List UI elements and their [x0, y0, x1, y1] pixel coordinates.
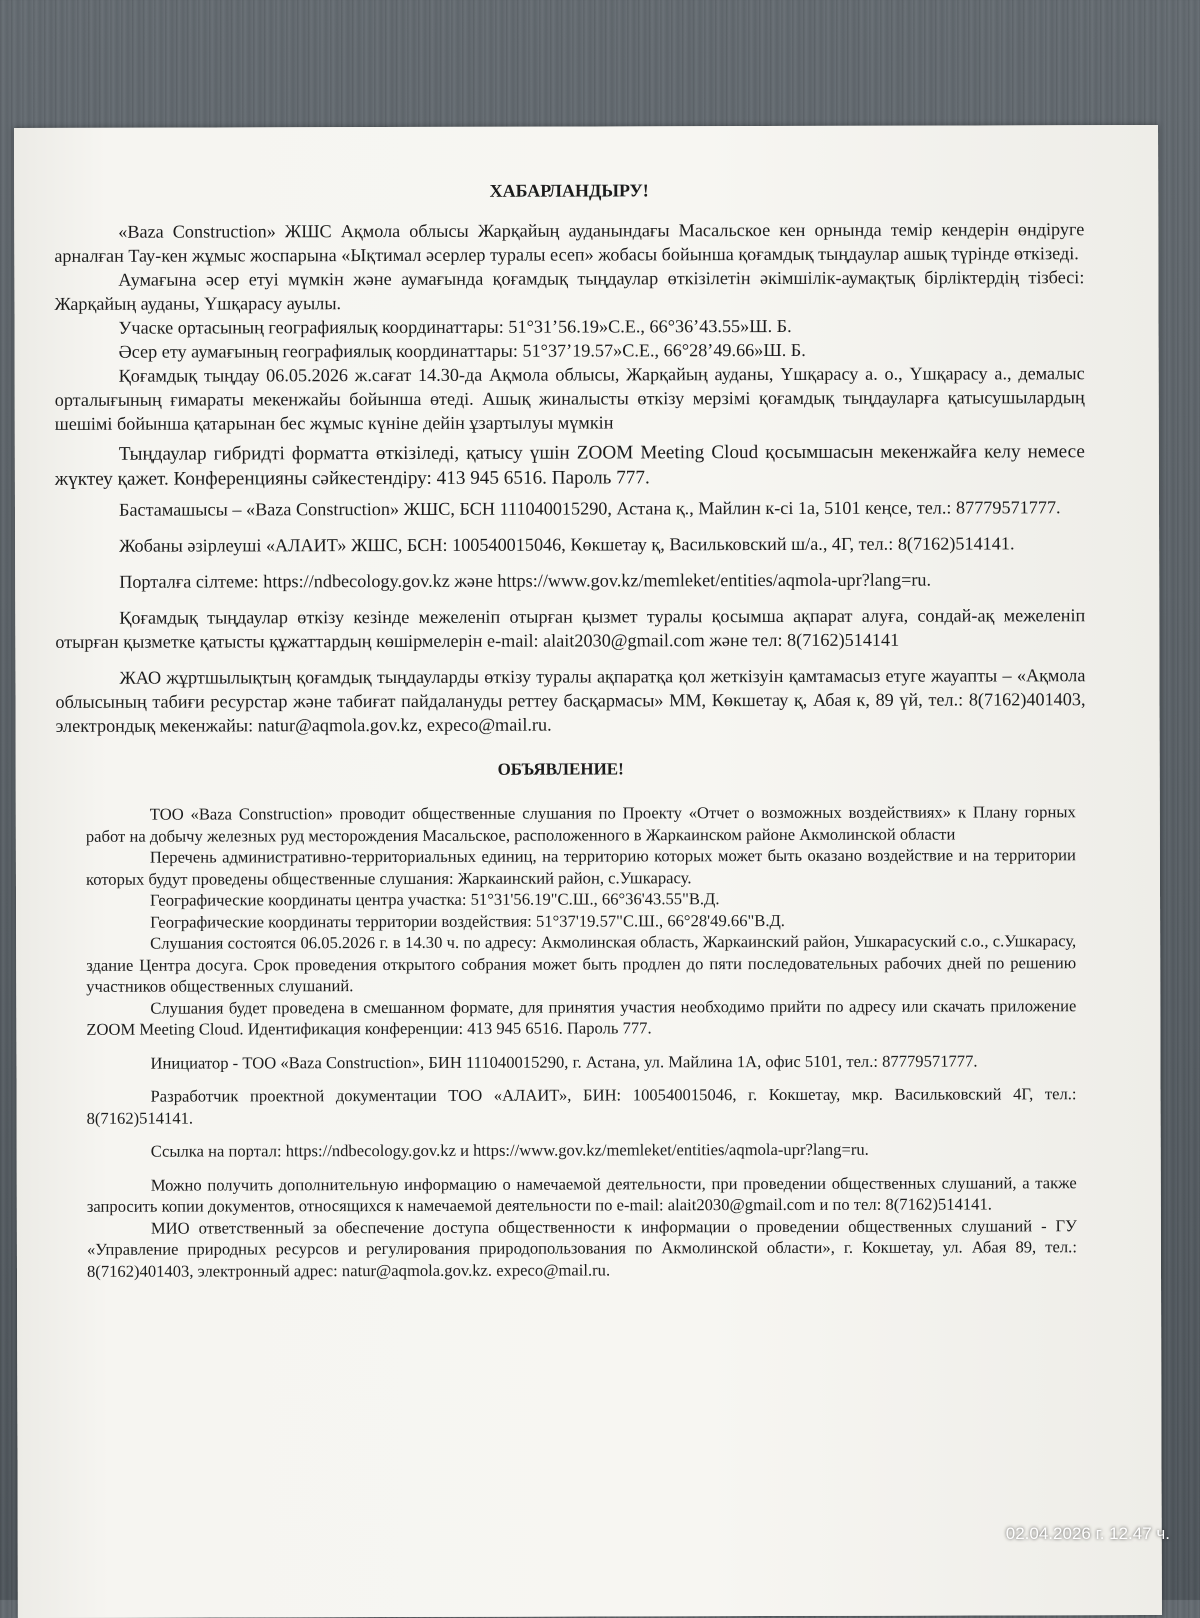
ru-paragraph-date-place: Слушания состоятся 06.05.2026 г. в 14.30 ч. по адресу: Акмолинская область, Жаркаинский район, Ушкарасуский с.о., с.Ушкарасу, здание Центра досуга. Срок проведения открытого собрания может быть продлен до пяти последовательных рабочих дней по решению участников общественных слушаний.	[86, 931, 1077, 996]
kz-paragraph-date-place: Қоғамдық тыңдау 06.05.2026 ж.сағат 14.30-да Ақмола облысы, Жарқайың ауданы, Үшқарасу а. о., Үшқарасу а., демалыс орталығының ғимараты мекенжайы бойынша өтеді. Ашық жиналысты өткізу мерзімі қоғамдық тыңдауларға қатысушылардың шешімі бойынша қатарынан бес жұмыс күніне дейін ұзартылуы мүмкін	[54, 363, 1085, 434]
kz-paragraph-site-coordinates: Учаске ортасының географиялық координаттары: 51°31’56.19»С.Е., 66°36’43.55»Ш. Б.	[118, 315, 792, 338]
notice-paper	[14, 125, 1162, 1618]
ru-paragraph-contact-info: Можно получить дополнительную информацию о намечаемой деятельности, при проведении общественных слушаний, а также запросить копии документов, относящихся к намечаемой деятельности по e-mail: alait2030@gmail.com и по тел: 8(7162)514141.	[86, 1172, 1077, 1216]
kz-paragraph-portal-links: Порталға сілтеме: https://ndbecology.gov.kz және https://www.gov.kz/memleket/entities/aqmola-upr?lang=ru.	[119, 569, 932, 592]
ru-paragraph-site-coordinates: Географические координаты центра участка: 51°31'56.19"С.Ш., 66°36'43.55"В.Д.	[149, 889, 720, 910]
kz-paragraph-contact-info: Қоғамдық тыңдаулар өткізу кезінде межеленіп отырған қызмет туралы қосымша ақпарат алуға, сондай-ақ межеленіп отырған қызметке қатысты құжаттардың көшірмелерін e-mail: alait2030@gmail.com және тел: 8(7162)514141	[55, 605, 1086, 652]
kz-paragraph-impact-coordinates: Әсер ету аумағының географиялық координаттары: 51°37’19.57»С.Е., 66°28’49.66»Ш. Б.	[118, 339, 806, 362]
russian-title: ОБЪЯВЛЕНИЕ!	[497, 759, 624, 779]
ru-paragraph-developer: Разработчик проектной документации ТОО «АЛАИТ», БИН: 100540015046, г. Кокшетау, мкр. Васильковский 4Г, тел.: 8(7162)514141.	[86, 1084, 1077, 1128]
kz-paragraph-territory: Аумағына әсер етуі мүмкін және аумағында қоғамдық тыңдаулар өткізілетін әкімшілік-аумақтық бірліктердің тізбесі: Жарқайың ауданы, Үшқарасу ауылы.	[54, 267, 1085, 314]
ru-paragraph-responsible-body: МИО ответственный за обеспечение доступа общественности к информации о проведении общественных слушаний - ГУ «Управление природных ресурсов и регулирования природопользования по Акмолинской области», г. Кокшетау, ул. Абая 89, тел.: 8(7162)401403, электронный адрес: natur@aqmola.gov.kz. expeco@mail.ru.	[86, 1215, 1077, 1281]
photo-timestamp: 02.04.2026 г. 12.47 ч.	[1005, 1524, 1170, 1543]
ru-paragraph-initiator: Инициатор - ТОО «Baza Construction», БИН 111040015290, г. Астана, ул. Майлина 1А, офис 5101, тел.: 87779571777.	[150, 1050, 978, 1073]
kazakh-section	[54, 177, 1085, 738]
ru-paragraph-territory: Перечень административно-территориальных единиц, на территорию которых может быть оказано воздействие и на территории которых будут проведены общественные слушания: Жаркаинский район, с.Ушкарасу.	[85, 845, 1076, 889]
kazakh-title: ХАБАРЛАНДЫРУ!	[489, 180, 649, 201]
ru-paragraph-intro: ТОО «Baza Construction» проводит общественные слушания по Проекту «Отчет о возможных воздействиях» к Плану горных работ на добычу железных руд месторождения Масальское, расположенного в Жаркаинском районе Акмолинской области	[85, 802, 1076, 846]
ru-paragraph-zoom: Слушания будет проведена в смешанном формате, для принятия участия необходимо прийти по адресу или скачать приложение ZOOM Meeting Cloud. Идентификация конференции: 413 945 6516. Пароль 777.	[86, 995, 1077, 1039]
kz-paragraph-initiator: Бастамашысы – «Baza Construction» ЖШС, БСН 111040015290, Астана қ., Майлин к-сі 1а, 5101 кеңсе, тел.: 87779571777.	[118, 497, 1061, 520]
ru-paragraph-impact-coordinates: Географические координаты территории воздействия: 51°37'19.57"С.Ш., 66°28'49.66"В.Д.	[150, 910, 785, 932]
kz-paragraph-responsible-body: ЖАО жұртшылықтың қоғамдық тыңдауларды өткізу туралы ақпаратқа қол жеткізуін қамтамасыз етуге жауапты – «Ақмола облысының табиғи ресурстар және табиғат пайдалануды реттеу басқармасы» ММ, Көкшетау қ, Абая к, 89 үй, тел.: 8(7162)401403, электрондық мекенжайы: natur@aqmola.gov.kz, expeco@mail.ru.	[55, 665, 1086, 736]
kz-paragraph-developer: Жобаны әзірлеуші «АЛАИТ» ЖШС, БСН: 100540015046, Көкшетау қ, Васильковский ш/а., 4Г, тел.: 8(7162)514141.	[119, 533, 1015, 556]
notice-content	[54, 177, 1087, 1282]
kz-paragraph-zoom: Тыңдаулар гибридті форматта өткізіледі, қатысу үшін ZOOM Meeting Cloud қосымшасын мекенжайға келу немесе жүктеу қажет. Конференцияны сәйкестендіру: 413 945 6516. Пароль 777.	[54, 441, 1085, 490]
russian-section	[86, 757, 1077, 1282]
kz-paragraph-intro: «Baza Construction» ЖШС Ақмола облысы Жарқайың ауданындағы Масальское кен орнында темір кендерін өндіруге арналған Тау-кен жұмыс жоспарына «Ықтимал әсерлер туралы есеп» жобасы бойынша қоғамдық тыңдаулар ашық түрінде өткізеді.	[54, 219, 1085, 266]
ru-paragraph-portal-links: Ссылка на портал: https://ndbecology.gov.kz и https://www.gov.kz/memleket/entities/aqmola-upr?lang=ru.	[150, 1139, 869, 1161]
